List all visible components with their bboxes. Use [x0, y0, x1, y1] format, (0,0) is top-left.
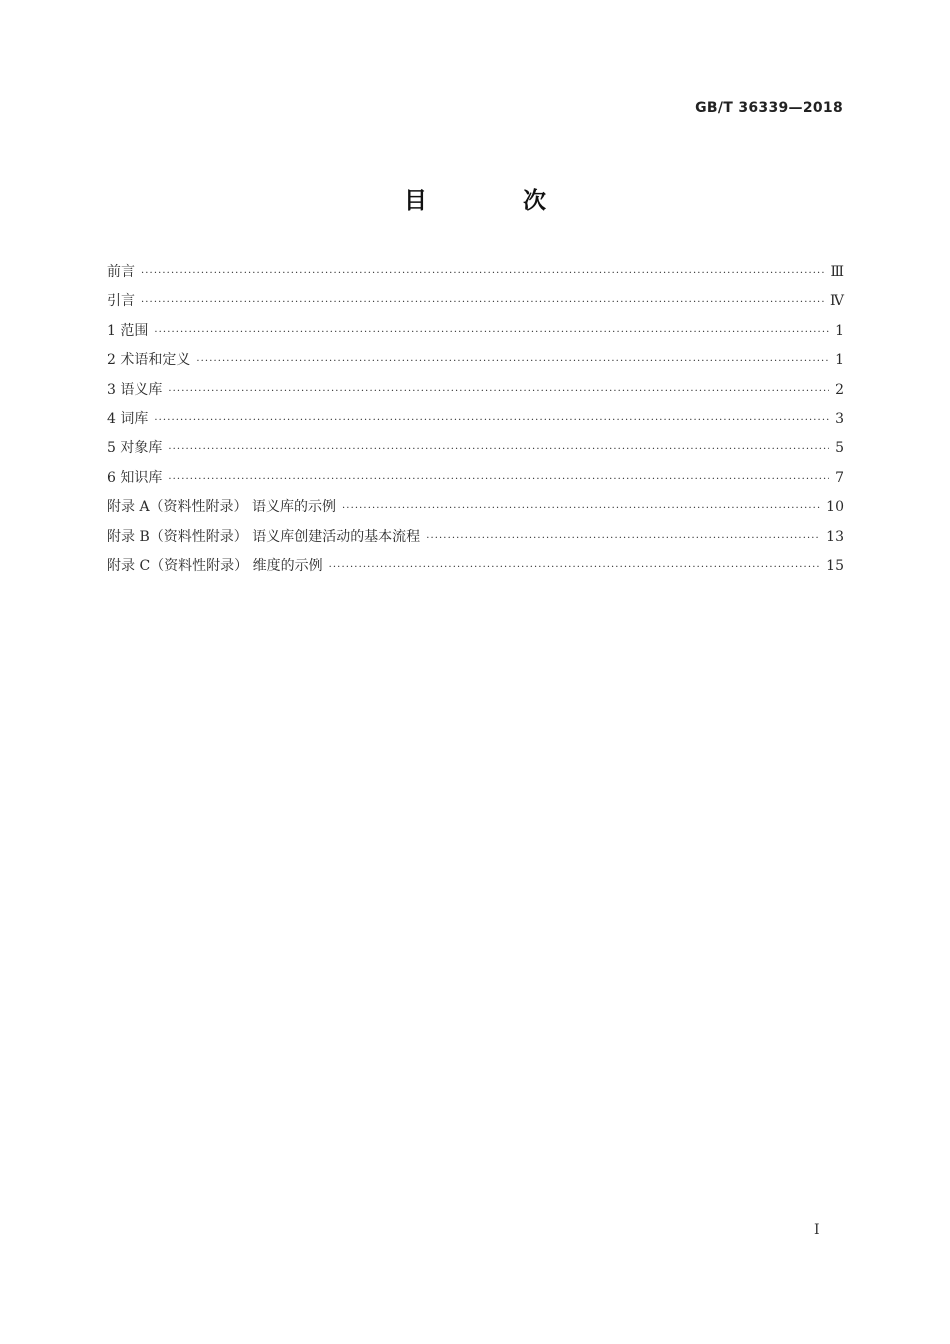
toc-entry-label: 2 术语和定义: [107, 352, 191, 369]
toc-leader-dots: [329, 553, 821, 582]
toc-entry-page: Ⅲ: [830, 264, 844, 280]
toc-entry-appendix-b[interactable]: [107, 523, 844, 552]
toc-entry-introduction[interactable]: [107, 287, 844, 316]
toc-leader-dots: [154, 406, 829, 435]
toc-entry-label: 附录 C（资料性附录） 维度的示例: [107, 557, 323, 574]
toc-entry-label: 3 语义库: [107, 381, 163, 398]
toc-entry-page: 1: [835, 322, 844, 339]
toc-entry-label: 5 对象库: [107, 440, 163, 457]
toc-entry-label: 6 知识库: [107, 469, 163, 486]
toc-entry-label: 4 词库: [107, 410, 149, 427]
toc-entry-scope[interactable]: [107, 317, 844, 346]
toc-entry-label: 1 范围: [107, 322, 149, 339]
toc-entry-label: 附录 A（资料性附录） 语义库的示例: [107, 499, 337, 516]
toc-entry-semantic-library[interactable]: [107, 376, 844, 405]
toc-entry-page: 13: [826, 528, 844, 545]
toc-entry-terms[interactable]: [107, 346, 844, 375]
toc-leader-dots: [141, 259, 824, 288]
page-number: I: [814, 1222, 820, 1238]
toc-entry-knowledge-base[interactable]: [107, 464, 844, 493]
toc-entry-label: 引言: [107, 293, 135, 310]
toc-entry-lexicon[interactable]: [107, 405, 844, 434]
toc-entry-page: 10: [826, 499, 844, 516]
toc-leader-dots: [154, 318, 829, 347]
table-of-contents: [107, 258, 844, 581]
toc-entry-page: 5: [835, 440, 844, 457]
toc-entry-page: Ⅳ: [830, 293, 844, 310]
toc-entry-appendix-c[interactable]: [107, 552, 844, 581]
toc-leader-dots: [196, 347, 829, 376]
toc-entry-object-library[interactable]: [107, 434, 844, 463]
toc-leader-dots: [168, 465, 829, 494]
toc-entry-appendix-a[interactable]: [107, 493, 844, 522]
toc-leader-dots: [168, 377, 829, 406]
toc-leader-dots: [426, 524, 820, 553]
standard-code: GB/T 36339—2018: [695, 100, 843, 116]
toc-entry-page: 3: [835, 410, 844, 427]
toc-entry-foreword[interactable]: [107, 258, 844, 287]
toc-entry-label: 前言: [107, 264, 135, 280]
toc-leader-dots: [168, 435, 829, 464]
toc-entry-label: 附录 B（资料性附录） 语义库创建活动的基本流程: [107, 528, 421, 545]
toc-leader-dots: [141, 288, 824, 317]
toc-entry-page: 1: [835, 352, 844, 369]
toc-entry-page: 15: [826, 557, 844, 574]
page-title: 目 次: [403, 188, 590, 214]
toc-entry-page: 7: [835, 469, 844, 486]
toc-entry-page: 2: [835, 381, 844, 398]
toc-leader-dots: [342, 494, 820, 523]
